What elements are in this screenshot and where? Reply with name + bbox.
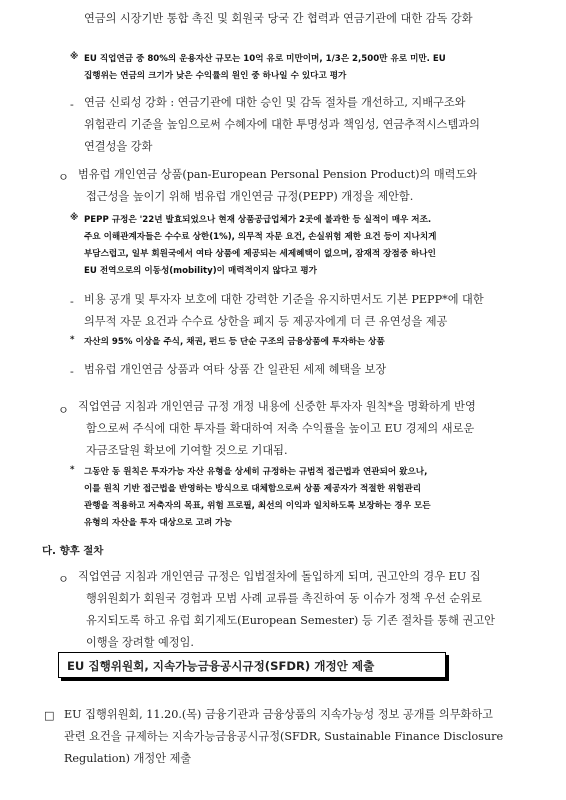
text-line: 의무적 자문 요건과 수수료 상한을 폐지 등 제공자에게 더 큰 유연성을 제공: [84, 315, 448, 328]
text-line: 비용 공개 및 투자자 보호에 대한 강력한 기준을 유지하면서도 기본 PEPP*에 대한: [84, 293, 484, 306]
text-line: 행위원회가 회원국 경험과 모범 사례 교류를 촉진하여 동 이슈가 정책 우선 순위로: [86, 592, 482, 605]
paragraph-o-2: [78, 396, 524, 462]
note-mark: *: [70, 335, 75, 345]
text-line: 직업연금 지침과 개인연금 규정 개정 내용에 신중한 투자자 원칙*을 명확하게 반영: [78, 400, 476, 413]
text-line: 이행을 장려할 예정임.: [86, 636, 194, 649]
text-line: 관행을 적용하고 저축자의 목표, 위험 프로필, 최선의 이익과 일치하도록 보장하는 경우 모든: [84, 501, 431, 511]
dash-mark: -: [70, 365, 74, 378]
text-line: 범유럽 개인연금 상품과 여타 상품 간 일관된 세제 혜택을 보장: [84, 363, 387, 376]
text-line: 위험관리 기준을 높임으로써 수혜자에 대한 투명성과 책임성, 연금추적시스템과의: [84, 118, 480, 131]
note-mark: ※: [70, 52, 79, 62]
text-line: 직업연금 지침과 개인연금 규정은 입법절차에 돌입하게 되며, 권고안의 경우 EU 집: [78, 570, 481, 583]
square-bullet: □: [44, 709, 55, 722]
text-line: 유형의 자산을 투자 대상으로 고려 가능: [84, 518, 232, 528]
text-line: 자금조달원 확보에 기여할 것으로 기대됨.: [86, 444, 288, 457]
note-mark: ※: [70, 213, 79, 223]
text-line: 연금 신뢰성 강화 : 연금기관에 대한 승인 및 감독 절차를 개선하고, 지배구조와: [84, 96, 466, 109]
text-line: 접근성을 높이기 위해 범유럽 개인연금 규정(PEPP) 개정을 제안함.: [86, 190, 414, 203]
text-line: 유지되도록 하고 유럽 회기제도(European Semester) 등 기존 절차를 통해 권고안: [86, 614, 495, 627]
text-line: PEPP 규정은 '22년 발효되었으나 현재 상품공급업체가 2곳에 불과한 등 실적이 매우 저조.: [84, 215, 432, 225]
text-line: EU 직업연금 중 80%의 운용자산 규모는 10억 유로 미만이며, 1/3은 2,500만 유로 미만. EU: [84, 54, 446, 64]
paragraph-dash-3: [84, 359, 524, 381]
paragraph-o-3: [78, 566, 524, 654]
section-title-box: EU 집행위원회, 지속가능금융공시규정(SFDR) 개정안 제출: [58, 652, 446, 678]
section-heading: 다. 향후 절차: [42, 545, 104, 557]
text-line: 이를 원칙 기반 접근법을 반영하는 방식으로 대체함으로써 상품 제공자가 적절한 위험관리: [84, 484, 422, 494]
text-line: 연금의 시장기반 통합 촉진 및 회원국 당국 간 협력과 연금기관에 대한 감독 강화: [84, 12, 473, 25]
circle-bullet: ㅇ: [58, 171, 69, 184]
dash-mark: -: [70, 98, 74, 111]
text-line: EU 집행위원회, 11.20.(목) 금융기관과 금융상품의 지속가능성 정보 공개를 의무화하고: [64, 708, 493, 721]
text-line: Regulation) 개정안 제출: [64, 752, 192, 765]
note-3: [84, 334, 524, 351]
text-line: 관련 요건을 규제하는 지속가능금융공시규정(SFDR, Sustainable Finance Disclosure: [64, 730, 504, 743]
text-line: 자산의 95% 이상을 주식, 채권, 펀드 등 단순 구조의 금융상품에 투자하는 상품: [84, 337, 385, 347]
note-2: [84, 212, 524, 280]
paragraph-dash-1: [84, 92, 524, 158]
text-line: 그동안 동 원칙은 투자가능 자산 유형을 상세히 규정하는 규범적 접근법과 연관되어 왔으나,: [84, 467, 428, 477]
circle-bullet: ㅇ: [58, 573, 69, 586]
text-line: 주요 이해관계자들은 수수료 상한(1%), 의무적 자문 요건, 손실위험 제한 요건 등이 지나치게: [84, 232, 437, 242]
text-line: EU 전역으로의 이동성(mobility)이 매력적이지 않다고 평가: [84, 266, 317, 276]
text-line: 범유럽 개인연금 상품(pan-European Personal Pension Product)의 매력도와: [78, 168, 478, 181]
dash-mark: -: [70, 295, 74, 308]
text-line: 연결성을 강화: [84, 140, 153, 153]
text-line: 부담스럽고, 일부 회원국에서 여타 상품에 제공되는 세제혜택이 없으며, 잠재적 장점중 하나인: [84, 249, 436, 259]
paragraph-square-1: [64, 704, 526, 770]
paragraph-dash-2: [84, 289, 524, 333]
paragraph-o-1: [78, 164, 524, 208]
text-line: 함으로써 주식에 대한 투자를 확대하여 저축 수익률을 높이고 EU 경제의 새로운: [86, 422, 475, 435]
note-1: [84, 51, 524, 85]
text-line: 집행위는 연금의 크기가 낮은 수익률의 원인 중 하나일 수 있다고 평가: [84, 71, 347, 81]
note-mark: *: [70, 465, 75, 475]
paragraph-top: [84, 8, 524, 30]
circle-bullet: ㅇ: [58, 404, 69, 417]
note-4: [84, 464, 524, 532]
